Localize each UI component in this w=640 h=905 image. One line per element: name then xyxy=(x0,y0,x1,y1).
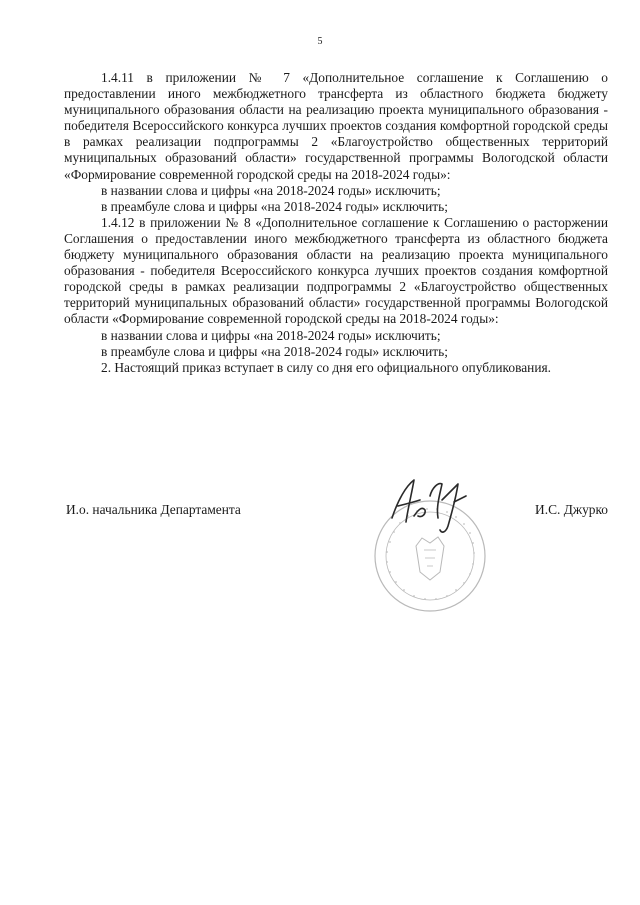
signatory-name: И.С. Джурко xyxy=(535,502,608,517)
paragraph-item-preamble-8: в преамбуле слова и цифры «на 2018-2024 годы» исключить; xyxy=(101,343,448,359)
paragraph-item-title-8: в названии слова и цифры «на 2018-2024 годы» исключить; xyxy=(101,327,441,343)
document-body xyxy=(64,70,608,376)
paragraph-item-title-7: в названии слова и цифры «на 2018-2024 годы» исключить; xyxy=(101,182,441,198)
paragraph-effective-date: 2. Настоящий приказ вступает в силу со дня его официального опубликования. xyxy=(101,359,551,375)
page-number: 5 xyxy=(317,36,323,47)
paragraph-1-4-11: 1.4.11 в приложении № 7 «Дополнительное соглашение к Соглашению о предоставлении иного межбюджетного трансферта из областного бюджета бюджету муниципального образования области на реализацию проекта муниципального образования - победителя Всероссийского конкурса лучших проектов создания комфортной городской среды в рамках реализации подпрограммы 2 «Благоустройство общественных территорий муниципальных образований области» государственной программы Вологодской области «Формирование современной городской среды на 2018-2024 годы»: xyxy=(64,70,608,182)
signatory-position: И.о. начальника Департамента xyxy=(66,502,241,517)
official-seal-stamp xyxy=(370,476,500,626)
paragraph-item-preamble-7: в преамбуле слова и цифры «на 2018-2024 годы» исключить; xyxy=(101,198,448,214)
signature-block xyxy=(64,502,608,520)
paragraph-1-4-12: 1.4.12 в приложении № 8 «Дополнительное соглашение к Соглашению о расторжении Соглашения о предоставлении иного межбюджетного трансферта из областного бюджета бюджету муниципального образования области на реализацию проекта муниципального образования - победителя Всероссийского конкурса лучших проектов создания комфортной городской среды в рамках реализации подпрограммы 2 «Благоустройство общественных территорий муниципальных образований области» государственной программы Вологодской области «Формирование современной городской среды на 2018-2024 годы»: xyxy=(64,214,608,327)
